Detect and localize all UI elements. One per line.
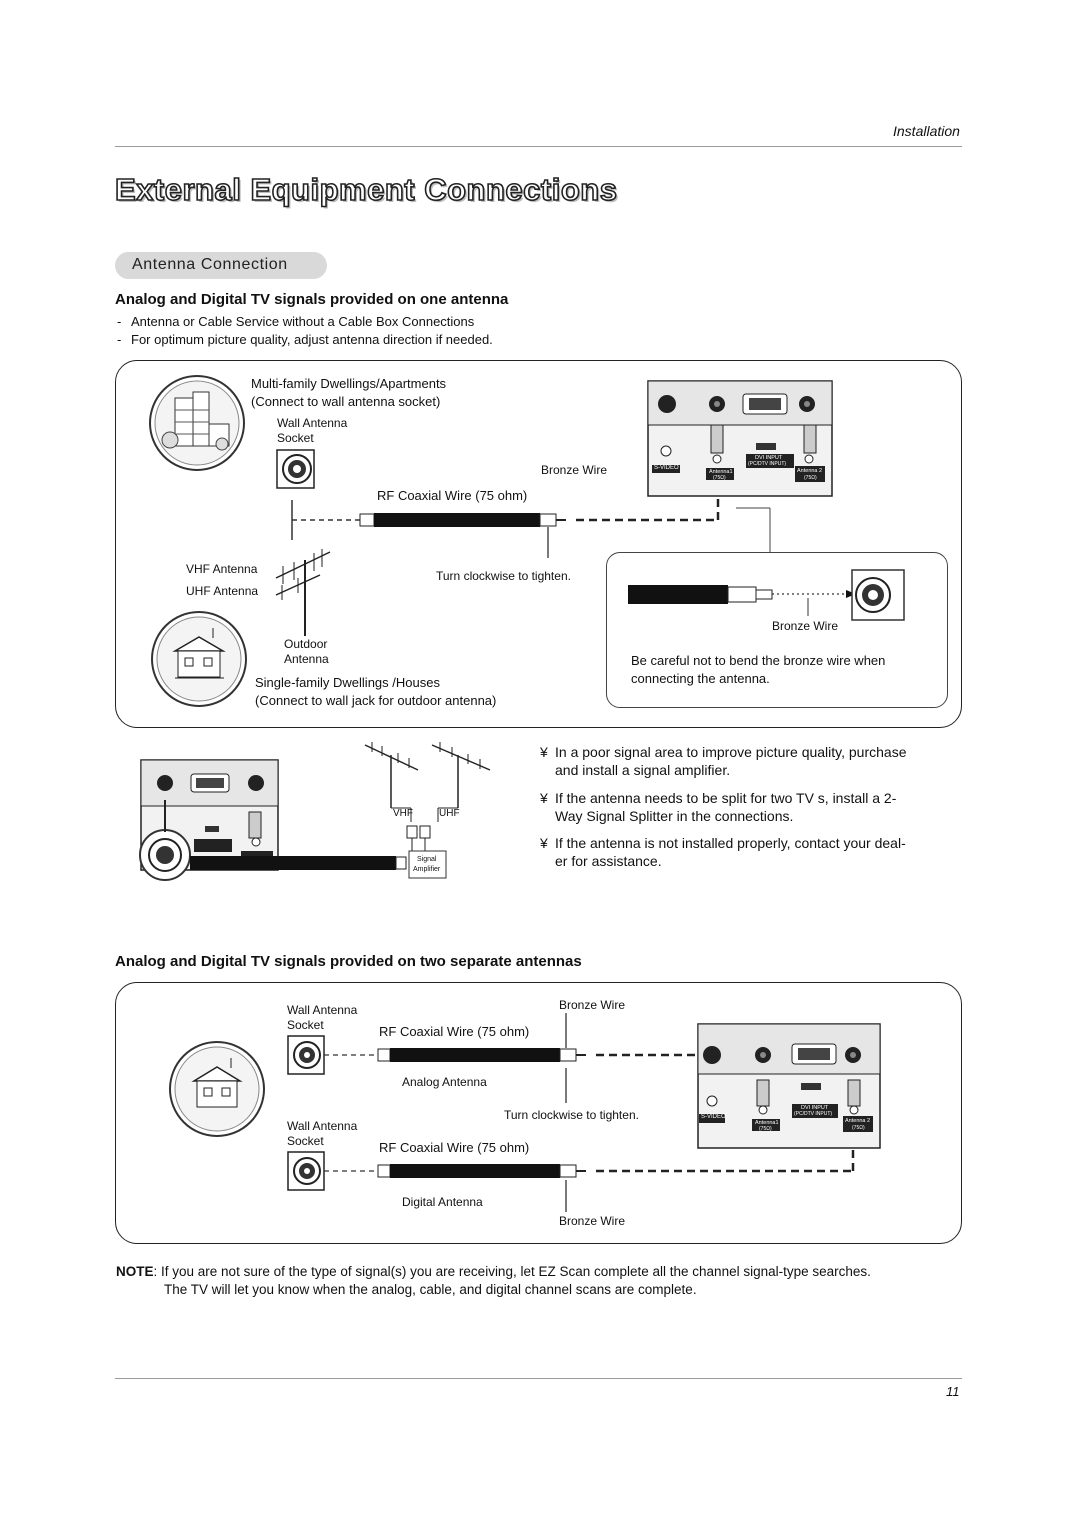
apartment-label: Multi-family Dwellings/Apartments <box>251 376 447 391</box>
apartment-icon <box>150 376 244 470</box>
rf-wire-label: RF Coaxial Wire (75 ohm) <box>379 1140 530 1155</box>
amplifier-amp-label: Amplifier <box>413 866 441 873</box>
note-text: : If you are not sure of the type of signal(s) you are receiving, let EZ Scan complete all the channel signal-type searches. <box>153 1264 871 1279</box>
outdoor-antenna-label: Outdoor <box>284 637 328 651</box>
bullet-text: er for assistance. <box>555 853 662 869</box>
bronze-wire-label-top: Bronze Wire <box>559 998 626 1012</box>
note-label: NOTE <box>116 1264 154 1279</box>
careful-note: Be careful not to bend the bronze wire when <box>631 653 886 668</box>
digital-antenna-label: Digital Antenna <box>402 1195 483 1209</box>
note-continuation: The TV will let you know when the analog, cable, and digital channel scans are complete. <box>164 1282 697 1297</box>
outdoor-antenna-label: Antenna <box>284 652 329 666</box>
bottom-rule <box>115 1378 962 1379</box>
bullet-mark: ¥ <box>540 835 548 851</box>
antenna2-ohm: (75Ω) <box>852 1125 865 1131</box>
turn-tighten-label: Turn clockwise to tighten. <box>436 569 571 583</box>
antenna2-label: Antenna 2 <box>797 468 823 474</box>
wall-socket-icon <box>277 450 314 488</box>
note <box>116 1264 871 1279</box>
dvi-sublabel: (PC/DTV INPUT) <box>794 1111 833 1117</box>
house-icon <box>152 612 246 706</box>
analog-antenna-label: Analog Antenna <box>402 1075 487 1089</box>
turn-tighten-label: Turn clockwise to tighten. <box>504 1108 639 1122</box>
svideo-label: S-VIDEO <box>654 465 679 471</box>
bullet-item <box>540 743 907 778</box>
wall-socket-label: Socket <box>287 1018 324 1032</box>
careful-note: connecting the antenna. <box>631 671 770 686</box>
page-title: External Equipment Connections <box>115 172 618 207</box>
bullet-mark: ¥ <box>540 744 548 760</box>
antenna1-ohm: (75Ω) <box>713 475 726 481</box>
dash-item-text: For optimum picture quality, adjust antenna direction if needed. <box>131 332 493 347</box>
outdoor-antenna-icon <box>276 549 330 636</box>
bullet-text: and install a signal amplifier. <box>555 762 731 778</box>
bronze-wire-label-detail: Bronze Wire <box>772 619 839 633</box>
bullet-text: In a poor signal area to improve picture quality, purchase <box>555 744 907 760</box>
wall-socket-label: Wall Antenna <box>287 1003 358 1017</box>
rf-wire-label: RF Coaxial Wire (75 ohm) <box>377 488 528 503</box>
bullet-text: If the antenna needs to be split for two TV s, install a 2- <box>555 790 897 806</box>
vhf-antenna-label: VHF Antenna <box>186 562 258 576</box>
antenna2-label: Antenna 2 <box>845 1118 871 1124</box>
uhf-label: UHF <box>439 808 460 819</box>
amplifier-signal-label: Signal <box>417 856 437 863</box>
wall-socket-label: Socket <box>277 431 314 445</box>
part2-heading: Analog and Digital TV signals provided on two separate antennas <box>115 953 582 970</box>
bullet-mark: ¥ <box>540 790 548 806</box>
bullet-item <box>540 789 897 824</box>
house-label: Single-family Dwellings /Houses <box>255 675 440 690</box>
bronze-wire-label-bottom: Bronze Wire <box>559 1214 626 1228</box>
antenna1-label: Antenna1 <box>709 469 733 475</box>
section-pill-label: Antenna Connection <box>132 256 288 273</box>
apartment-sublabel: (Connect to wall antenna socket) <box>251 394 441 409</box>
dvi-label: DVI INPUT <box>755 455 783 461</box>
bullet-text: If the antenna is not installed properly, contact your deal- <box>555 835 906 851</box>
wall-socket-label: Socket <box>287 1134 324 1148</box>
page-number: 11 <box>946 1384 960 1399</box>
bullet-text: Way Signal Splitter in the connections. <box>555 808 794 824</box>
bullet-item <box>540 834 906 869</box>
dash-mark: - <box>117 332 122 347</box>
vhf-uhf-antennas <box>365 742 490 852</box>
antenna2-ohm: (75Ω) <box>804 475 817 481</box>
coaxial-cable <box>360 513 566 527</box>
antenna1-ohm: (75Ω) <box>759 1126 772 1132</box>
antenna1-label: Antenna1 <box>755 1120 779 1126</box>
wall-socket-label: Wall Antenna <box>287 1119 358 1133</box>
vhf-label: VHF <box>393 808 413 819</box>
house-sublabel: (Connect to wall jack for outdoor antenna) <box>255 693 497 708</box>
dvi-label: DVI INPUT <box>801 1105 829 1111</box>
rf-wire-label: RF Coaxial Wire (75 ohm) <box>379 1024 530 1039</box>
dash-item-text: Antenna or Cable Service without a Cable Box Connections <box>131 314 475 329</box>
svideo-label: S-VIDEO <box>701 1114 726 1120</box>
part1-heading: Analog and Digital TV signals provided on one antenna <box>115 291 509 308</box>
dvi-sublabel: (PC/DTV INPUT) <box>748 461 787 467</box>
uhf-antenna-label: UHF Antenna <box>186 584 259 598</box>
bronze-wire-label: Bronze Wire <box>541 463 608 477</box>
wall-socket-label: Wall Antenna <box>277 416 348 430</box>
dash-mark: - <box>117 314 122 329</box>
section-header: Installation <box>893 123 960 139</box>
